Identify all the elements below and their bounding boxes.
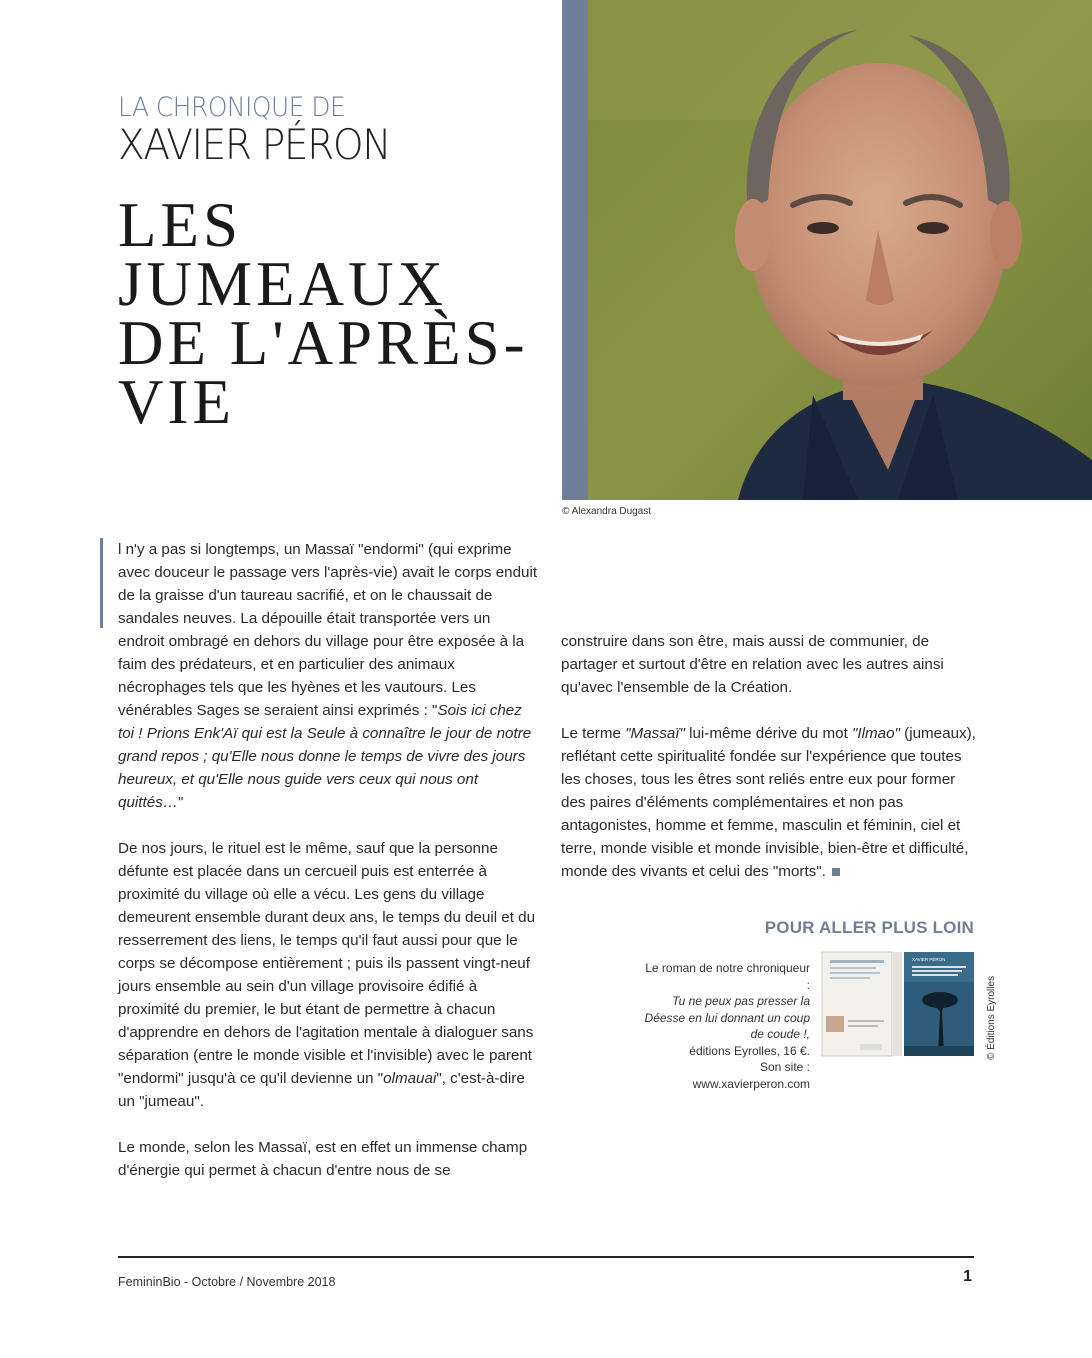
article-headline [118,190,558,437]
website-link[interactable]: www.xavierperon.com [692,1076,810,1091]
paragraph-accent-bar [100,538,103,628]
article-paragraph: construire dans son être, mais aussi de communier, de partager et surtout d'être en relation avec les autres ainsi qu'avec l'ensemble de la Création. [561,633,944,696]
cover-author-label: XAVIER PÉRON [912,957,946,962]
article-column-left [118,538,538,1205]
article-paragraph: Le monde, selon les Massaï, est en effet un immense champ d'énergie qui permet à chacun d'entre nous de se [118,1139,528,1179]
book-cover [820,950,976,1063]
headline-line: DE L'APRÈS- [118,308,529,378]
headline-line: LES [118,190,243,260]
photo-credit: © Alexandra Dugast [562,506,652,517]
article-paragraph: De nos jours, le rituel est le même, sauf que la personne défunte est placée dans un cercueil puis est enterrée à proximité du village où elle a vécu. Les gens du village demeurent ensemble durant deux ans, le temps du deuil et du resserrement des liens, le temps qu'il faut aussi pour que le corps se décompose entièrement ; puis ils passent vingt-neuf jours ensemble au sein d'un village provisoire édifié à proximité du premier, le but étant de permettre à chacun d'apprendre en dehors de l'agitation mentale à dialoguer sans séparation (entre le monde visible et l'invisible) avec le parent "endormi" jusqu'à ce qu'il devienne un "olmauai", c'est-à-dire un "jumeau". [118,840,536,1110]
end-of-article-mark [832,868,840,876]
page-number: 1 [963,1268,972,1285]
footer-rule [118,1256,974,1258]
author-photo [588,0,1092,500]
further-reading-heading: POUR ALLER PLUS LOIN [764,918,974,937]
column-kicker: LA CHRONIQUE DE [118,92,346,123]
article-column-right [561,630,981,906]
photo-accent-bar [562,0,588,500]
article-paragraph: Le terme "Massaï" lui-même dérive du mot "Ilmao" (jumeaux), reflétant cette spiritualité fondée sur l'expérience que toutes les choses, tous les êtres sont reliés entre eux pour former des paires d'éléments complémentaires et non pas antagonistes, homme et femme, masculin et féminin, ciel et terre, monde visible et monde invisible, bien-être et difficulté, monde des vivants et celui des "morts". [561,725,976,880]
headline-line: JUMEAUX [118,249,448,319]
columnist-name: XAVIER PÉRON [118,120,391,169]
book-caption: Le roman de notre chroniqueur : Tu ne peux pas presser la Déesse en lui donnant un coup de coude !, éditions Eyrolles, 16 €. Son site : www.xavierperon.com [640,960,810,1092]
cover-credit: © Éditions Eyrolles [986,975,997,1060]
article-paragraph: l n'y a pas si longtemps, un Massaï "endormi" (qui exprime avec douceur le passage vers l'après-vie) avait le corps enduit de la graisse d'un taureau sacrifié, et on le chaussait de sandales neuves. La dépouille était transportée vers un endroit ombragé en dehors du village pour être exposée à la faim des prédateurs, et en particulier des animaux nécrophages tels que les hyènes et les vautours. Les vénérables Sages se seraient ainsi exprimés : "Sois ici chez toi ! Prions Enk'Aï qui est la Seule à connaître le jour de notre grand repos ; qu'Elle nous donne le temps de vivre des jours heureux, et qu'Elle nous guide vers ceux qui nous ont quittés…" [118,541,538,811]
headline-line: VIE [118,367,235,437]
footer-publication: FemininBio - Octobre / Novembre 2018 [118,1275,336,1289]
